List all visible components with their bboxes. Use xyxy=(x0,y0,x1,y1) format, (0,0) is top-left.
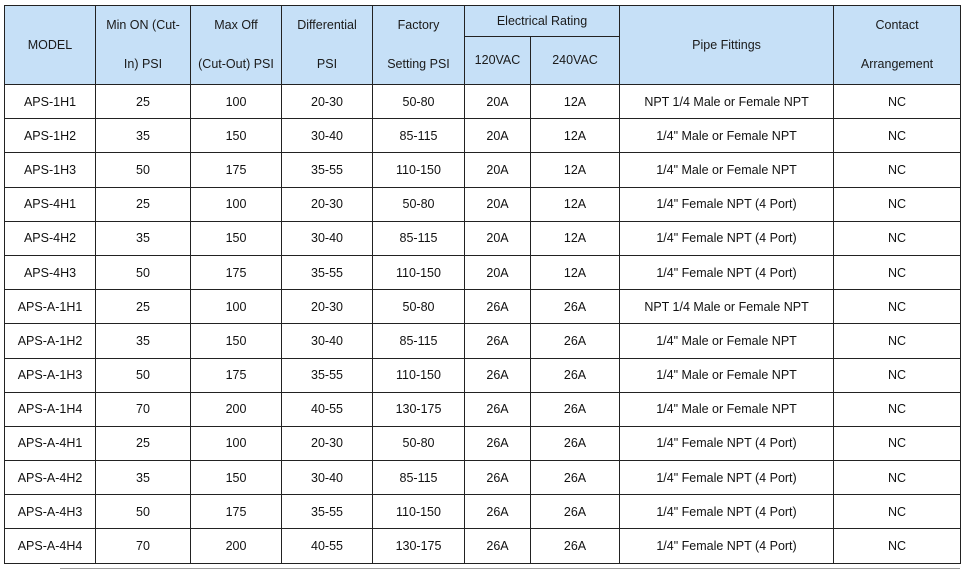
cell-contact: NC xyxy=(834,255,961,289)
cell-pipe: 1/4" Male or Female NPT xyxy=(620,392,834,426)
header-factory-line1: Factory xyxy=(397,18,440,32)
cell-diff: 20-30 xyxy=(282,290,373,324)
cell-v240: 26A xyxy=(531,495,620,529)
cell-pipe: 1/4" Male or Female NPT xyxy=(620,119,834,153)
table-header xyxy=(5,6,961,85)
cell-min-on: 35 xyxy=(96,221,191,255)
cell-v240: 26A xyxy=(531,461,620,495)
cell-pipe: 1/4" Female NPT (4 Port) xyxy=(620,461,834,495)
cell-contact: NC xyxy=(834,290,961,324)
cell-contact: NC xyxy=(834,529,961,563)
cell-v120: 26A xyxy=(465,392,531,426)
cell-v120: 26A xyxy=(465,290,531,324)
cell-diff: 20-30 xyxy=(282,85,373,119)
cell-v240: 12A xyxy=(531,187,620,221)
cell-diff: 30-40 xyxy=(282,119,373,153)
cell-v240: 26A xyxy=(531,290,620,324)
cell-pipe: 1/4" Male or Female NPT xyxy=(620,358,834,392)
cell-pipe: 1/4" Male or Female NPT xyxy=(620,153,834,187)
cell-factory: 110-150 xyxy=(373,495,465,529)
header-min-on-line1: Min ON (Cut- xyxy=(106,18,180,32)
cell-model: APS-A-1H4 xyxy=(5,392,96,426)
cell-max-off: 100 xyxy=(191,290,282,324)
cell-max-off: 200 xyxy=(191,529,282,563)
cell-max-off: 100 xyxy=(191,187,282,221)
table-row xyxy=(5,426,961,460)
cell-factory: 110-150 xyxy=(373,153,465,187)
page-rule xyxy=(60,568,960,569)
header-electrical-rating: Electrical Rating xyxy=(465,6,620,37)
cell-v240: 26A xyxy=(531,358,620,392)
cell-contact: NC xyxy=(834,426,961,460)
cell-v120: 20A xyxy=(465,221,531,255)
cell-min-on: 35 xyxy=(96,324,191,358)
cell-model: APS-4H3 xyxy=(5,255,96,289)
header-contact-line1: Contact xyxy=(875,18,919,32)
header-contact-line2: Arrangement xyxy=(860,57,934,71)
cell-pipe: NPT 1/4 Male or Female NPT xyxy=(620,85,834,119)
cell-contact: NC xyxy=(834,461,961,495)
cell-v120: 26A xyxy=(465,426,531,460)
cell-max-off: 150 xyxy=(191,221,282,255)
cell-model: APS-4H2 xyxy=(5,221,96,255)
cell-pipe: NPT 1/4 Male or Female NPT xyxy=(620,290,834,324)
cell-v120: 20A xyxy=(465,255,531,289)
cell-v240: 12A xyxy=(531,153,620,187)
cell-model: APS-1H3 xyxy=(5,153,96,187)
header-factory-line2: Setting PSI xyxy=(387,57,450,71)
cell-pipe: 1/4" Female NPT (4 Port) xyxy=(620,529,834,563)
cell-contact: NC xyxy=(834,119,961,153)
cell-model: APS-A-4H3 xyxy=(5,495,96,529)
header-min-on xyxy=(96,6,191,85)
table-row xyxy=(5,221,961,255)
table-row xyxy=(5,358,961,392)
cell-min-on: 25 xyxy=(96,426,191,460)
header-240vac: 240VAC xyxy=(531,37,620,85)
cell-diff: 40-55 xyxy=(282,529,373,563)
cell-v240: 12A xyxy=(531,85,620,119)
cell-min-on: 70 xyxy=(96,392,191,426)
cell-max-off: 175 xyxy=(191,495,282,529)
cell-v120: 20A xyxy=(465,119,531,153)
cell-max-off: 200 xyxy=(191,392,282,426)
cell-contact: NC xyxy=(834,85,961,119)
cell-min-on: 25 xyxy=(96,187,191,221)
header-differential-line2: PSI xyxy=(316,57,338,71)
header-min-on-line2: In) PSI xyxy=(123,57,163,71)
cell-max-off: 150 xyxy=(191,119,282,153)
cell-diff: 20-30 xyxy=(282,187,373,221)
cell-v120: 26A xyxy=(465,461,531,495)
cell-v120: 26A xyxy=(465,324,531,358)
table-row xyxy=(5,290,961,324)
table-row xyxy=(5,187,961,221)
table-row xyxy=(5,324,961,358)
cell-max-off: 175 xyxy=(191,358,282,392)
cell-pipe: 1/4" Female NPT (4 Port) xyxy=(620,221,834,255)
table-row xyxy=(5,255,961,289)
cell-v240: 26A xyxy=(531,392,620,426)
table-body xyxy=(5,85,961,564)
cell-model: APS-A-4H1 xyxy=(5,426,96,460)
cell-model: APS-1H2 xyxy=(5,119,96,153)
cell-diff: 20-30 xyxy=(282,426,373,460)
cell-max-off: 150 xyxy=(191,461,282,495)
cell-contact: NC xyxy=(834,324,961,358)
cell-factory: 50-80 xyxy=(373,187,465,221)
cell-pipe: 1/4" Female NPT (4 Port) xyxy=(620,187,834,221)
table-row xyxy=(5,85,961,119)
table-row xyxy=(5,153,961,187)
header-pipe-fittings: Pipe Fittings xyxy=(620,6,834,85)
cell-diff: 30-40 xyxy=(282,324,373,358)
cell-min-on: 50 xyxy=(96,255,191,289)
cell-max-off: 100 xyxy=(191,85,282,119)
header-contact xyxy=(834,6,961,85)
header-factory-setting xyxy=(373,6,465,85)
cell-v120: 20A xyxy=(465,85,531,119)
cell-min-on: 50 xyxy=(96,358,191,392)
cell-diff: 35-55 xyxy=(282,358,373,392)
cell-model: APS-1H1 xyxy=(5,85,96,119)
table-row xyxy=(5,392,961,426)
cell-factory: 110-150 xyxy=(373,255,465,289)
cell-contact: NC xyxy=(834,187,961,221)
cell-v120: 26A xyxy=(465,495,531,529)
cell-v240: 12A xyxy=(531,221,620,255)
cell-diff: 30-40 xyxy=(282,221,373,255)
cell-v240: 26A xyxy=(531,324,620,358)
cell-factory: 50-80 xyxy=(373,426,465,460)
table-row xyxy=(5,495,961,529)
cell-max-off: 100 xyxy=(191,426,282,460)
cell-diff: 35-55 xyxy=(282,153,373,187)
cell-pipe: 1/4" Female NPT (4 Port) xyxy=(620,426,834,460)
cell-factory: 110-150 xyxy=(373,358,465,392)
cell-max-off: 150 xyxy=(191,324,282,358)
cell-v120: 20A xyxy=(465,153,531,187)
cell-factory: 50-80 xyxy=(373,85,465,119)
table-row xyxy=(5,529,961,563)
cell-model: APS-A-1H2 xyxy=(5,324,96,358)
cell-min-on: 35 xyxy=(96,119,191,153)
cell-diff: 40-55 xyxy=(282,392,373,426)
table-row xyxy=(5,461,961,495)
header-differential-line1: Differential xyxy=(297,18,357,32)
cell-v240: 12A xyxy=(531,255,620,289)
cell-min-on: 50 xyxy=(96,495,191,529)
cell-max-off: 175 xyxy=(191,153,282,187)
cell-min-on: 25 xyxy=(96,85,191,119)
cell-diff: 30-40 xyxy=(282,461,373,495)
cell-contact: NC xyxy=(834,153,961,187)
cell-factory: 85-115 xyxy=(373,119,465,153)
cell-min-on: 50 xyxy=(96,153,191,187)
header-max-off xyxy=(191,6,282,85)
cell-min-on: 35 xyxy=(96,461,191,495)
cell-model: APS-A-4H2 xyxy=(5,461,96,495)
cell-contact: NC xyxy=(834,358,961,392)
header-120vac: 120VAC xyxy=(465,37,531,85)
cell-v240: 26A xyxy=(531,426,620,460)
cell-pipe: 1/4" Female NPT (4 Port) xyxy=(620,495,834,529)
cell-factory: 50-80 xyxy=(373,290,465,324)
cell-model: APS-A-4H4 xyxy=(5,529,96,563)
cell-contact: NC xyxy=(834,495,961,529)
cell-min-on: 70 xyxy=(96,529,191,563)
cell-model: APS-4H1 xyxy=(5,187,96,221)
cell-v240: 26A xyxy=(531,529,620,563)
cell-model: APS-A-1H1 xyxy=(5,290,96,324)
header-max-off-line1: Max Off xyxy=(214,18,258,32)
cell-max-off: 175 xyxy=(191,255,282,289)
header-model: MODEL xyxy=(5,6,96,85)
cell-factory: 85-115 xyxy=(373,221,465,255)
cell-pipe: 1/4" Female NPT (4 Port) xyxy=(620,255,834,289)
cell-factory: 85-115 xyxy=(373,461,465,495)
cell-diff: 35-55 xyxy=(282,255,373,289)
cell-contact: NC xyxy=(834,392,961,426)
cell-min-on: 25 xyxy=(96,290,191,324)
cell-v240: 12A xyxy=(531,119,620,153)
cell-contact: NC xyxy=(834,221,961,255)
header-max-off-line2: (Cut-Out) PSI xyxy=(198,57,274,71)
cell-factory: 85-115 xyxy=(373,324,465,358)
cell-factory: 130-175 xyxy=(373,392,465,426)
cell-v120: 26A xyxy=(465,529,531,563)
cell-factory: 130-175 xyxy=(373,529,465,563)
cell-model: APS-A-1H3 xyxy=(5,358,96,392)
cell-pipe: 1/4" Male or Female NPT xyxy=(620,324,834,358)
table-row xyxy=(5,119,961,153)
cell-v120: 20A xyxy=(465,187,531,221)
header-differential xyxy=(282,6,373,85)
cell-diff: 35-55 xyxy=(282,495,373,529)
spec-table xyxy=(4,5,961,564)
cell-v120: 26A xyxy=(465,358,531,392)
